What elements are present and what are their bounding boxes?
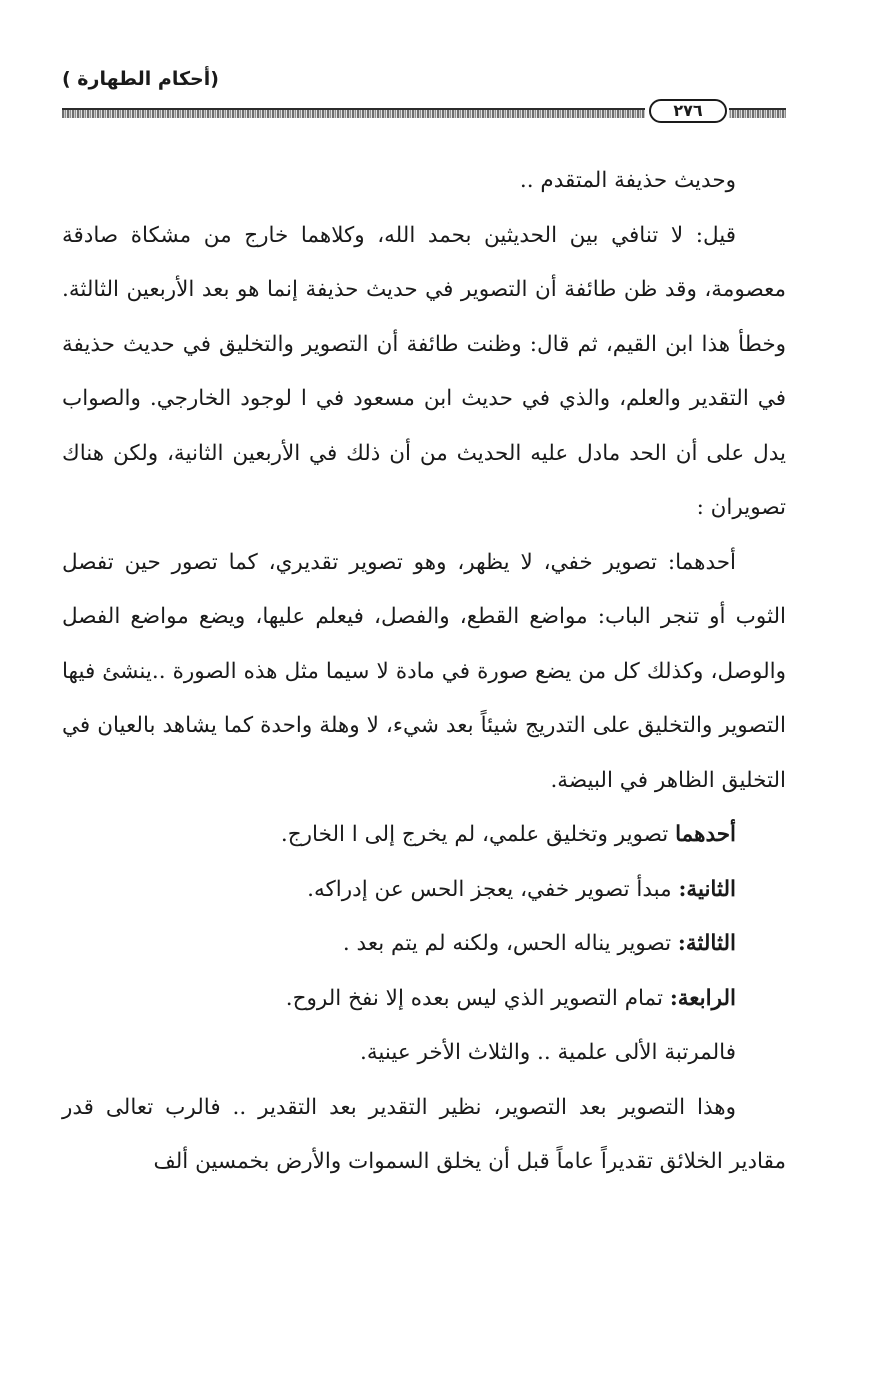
running-title: (أحكام الطهارة ) xyxy=(62,68,219,90)
list-item-text: تصوير وتخليق علمي، لم يخرج إلى ا الخارج. xyxy=(280,822,676,847)
page-number-badge xyxy=(645,98,729,124)
paragraph-5: وهذا التصوير بعد التصوير، نظير التقدير بعد التقدير .. فالرب تعالى قدر مقادير الخلائق تقديراً عاماً قبل أن يخلق السموات والأرض بخمسين ألف xyxy=(62,1094,786,1174)
paragraph-1: وحديث حذيفة المتقدم .. xyxy=(519,168,736,193)
page-number: ٢٧٦ xyxy=(649,99,727,123)
list-item xyxy=(62,917,786,972)
list-item xyxy=(62,972,786,1027)
page-header xyxy=(62,62,786,132)
body-text xyxy=(62,154,786,1190)
list-item-text: تصوير يناله الحس، ولكنه لم يتم بعد . xyxy=(342,931,678,956)
list-item-label: الثانية: xyxy=(678,876,736,902)
paragraph-2: قيل: لا تنافي بين الحديثين بحمد الله، وكلاهما خارج من مشكاة صادقة معصومة، وقد ظن طائفة أن التصوير في حديث حذيفة إنما هو بعد الأربعين الثالثة. وخطأ هذا ابن القيم، ثم قال: وظنت طائفة أن التصوير والتخليق في حديث حذيفة في التقدير والعلم، والذي في حديث ابن مسعود في ا لوجود الخارجي. والصواب يدل على أن الحد مادل عليه الحديث من أن ذلك في الأربعين الثانية، ولكن هناك تصويران : xyxy=(62,222,786,520)
list-item-label: الرابعة: xyxy=(669,985,736,1011)
list-item-text: مبدأ تصوير خفي، يعجز الحس عن إدراكه. xyxy=(307,876,679,902)
list-item xyxy=(62,808,786,863)
list-item-label: أحدهما xyxy=(675,822,736,847)
list-item-text: تمام التصوير الذي ليس بعده إلا نفخ الروح. xyxy=(285,985,670,1011)
list-item xyxy=(62,863,786,918)
paragraph-4: فالمرتبة الألى علمية .. والثلاث الأخر عينية. xyxy=(360,1040,736,1065)
paragraph-3: أحدهما: تصوير خفي، لا يظهر، وهو تصوير تقديري، كما تصور حين تفصل الثوب أو تنجر الباب: مواضع القطع، والفصل، فيعلم عليها، ويضع مواضع الفصل والوصل، وكذلك كل من يضع صورة في مادة لا سيما مثل هذه الصورة ..ينشئ فيها التصوير والتخليق على التدريج شيئاً بعد شيء، لا وهلة واحدة كما يشاهد بالعيان في التخليق الظاهر في البيضة. xyxy=(62,549,786,793)
list-item-label: الثالثة: xyxy=(677,931,736,956)
